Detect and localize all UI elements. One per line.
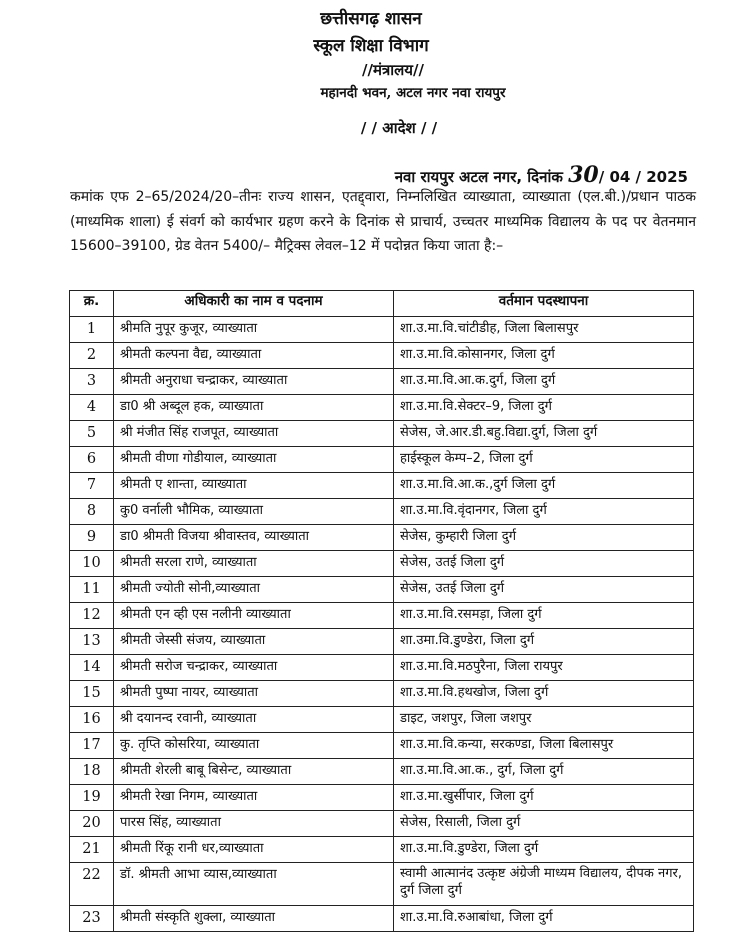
posting-cell: शा.उ.मा.वि.सेक्टर–9, जिला दुर्ग xyxy=(394,395,694,421)
table-row xyxy=(70,785,694,811)
posting-cell: शा.उ.मा.वि.हथखोज, जिला दुर्ग xyxy=(394,681,694,707)
table-row xyxy=(70,447,694,473)
posting-cell: शा.उ.मा.वि.कन्या, सरकण्डा, जिला बिलासपुर xyxy=(394,733,694,759)
officer-name-cell: श्रीमती एन व्ही एस नलीनी व्याख्याता xyxy=(114,603,394,629)
serial-cell: 18 xyxy=(70,759,114,785)
officer-name-cell: कु. तृप्ति कोसरिया, व्याख्याता xyxy=(114,733,394,759)
officer-name-cell: डा0 श्रीमती विजया श्रीवास्तव, व्याख्याता xyxy=(114,525,394,551)
table-row xyxy=(70,369,694,395)
table-row xyxy=(70,525,694,551)
table-row xyxy=(70,906,694,932)
officer-name-cell: श्री मंजीत सिंह राजपूत, व्याख्याता xyxy=(114,421,394,447)
serial-cell: 16 xyxy=(70,707,114,733)
table-row xyxy=(70,759,694,785)
serial-cell: 2 xyxy=(70,343,114,369)
officer-name-cell: श्रीमती संस्कृति शुक्ला, व्याख्याता xyxy=(114,906,394,932)
posting-cell: शा.उ.मा.खुर्सीपार, जिला दुर्ग xyxy=(394,785,694,811)
table-row xyxy=(70,395,694,421)
officer-name-cell: श्रीमती रिंकू रानी धर,व्याख्याता xyxy=(114,837,394,863)
officer-name-cell: श्रीमती शेरली बाबू बिसेन्ट, व्याख्याता xyxy=(114,759,394,785)
serial-cell: 1 xyxy=(70,317,114,343)
posting-cell: सेजेस, उतई जिला दुर्ग xyxy=(394,577,694,603)
posting-cell: शा.उ.मा.वि.आ.क.,दुर्ग जिला दुर्ग xyxy=(394,473,694,499)
posting-cell: शा.उ.मा.वि.मठपुरैना, जिला रायपुर xyxy=(394,655,694,681)
serial-cell: 14 xyxy=(70,655,114,681)
serial-cell: 10 xyxy=(70,551,114,577)
table-row xyxy=(70,681,694,707)
officer-name-cell: श्रीमती अनुराधा चन्द्राकर, व्याख्याता xyxy=(114,369,394,395)
posting-cell: सेजेस, कुम्हारी जिला दुर्ग xyxy=(394,525,694,551)
posting-cell: शा.उ.मा.वि.डुण्डेरा, जिला दुर्ग xyxy=(394,837,694,863)
table-row xyxy=(70,733,694,759)
officer-name-cell: पारस सिंह, व्याख्याता xyxy=(114,811,394,837)
table-row xyxy=(70,473,694,499)
serial-cell: 7 xyxy=(70,473,114,499)
serial-cell: 17 xyxy=(70,733,114,759)
posting-cell: शा.उ.मा.वि.वृंदानगर, जिला दुर्ग xyxy=(394,499,694,525)
table-header-row xyxy=(70,291,694,317)
serial-cell: 3 xyxy=(70,369,114,395)
posting-cell: स्वामी आत्मानंद उत्कृष्ट अंग्रेजी माध्यम विद्यालय, दीपक नगर, दुर्ग जिला दुर्ग xyxy=(394,863,694,906)
posting-cell: शा.उ.मा.वि.आ.क.दुर्ग, जिला दुर्ग xyxy=(394,369,694,395)
posting-cell: शा.उ.मा.वि.रसमड़ा, जिला दुर्ग xyxy=(394,603,694,629)
table-row xyxy=(70,551,694,577)
officer-name-cell: श्रीमती कल्पना वैद्य, व्याख्याता xyxy=(114,343,394,369)
serial-cell: 23 xyxy=(70,906,114,932)
officer-name-cell: डा0 श्री अब्दूल हक, व्याख्याता xyxy=(114,395,394,421)
posting-cell: डाइट, जशपुर, जिला जशपुर xyxy=(394,707,694,733)
address-line: महानदी भवन, अटल नगर नवा रायपुर xyxy=(320,85,506,101)
table-row xyxy=(70,499,694,525)
table-row xyxy=(70,707,694,733)
posting-header: वर्तमान पदस्थापना xyxy=(394,291,694,317)
officer-name-cell: श्रीमती सरोज चन्द्राकर, व्याख्याता xyxy=(114,655,394,681)
posting-cell: सेजेस, जे.आर.डी.बहु.विद्या.दुर्ग, जिला दुर्ग xyxy=(394,421,694,447)
order-paragraph: कमांक एफ 2–65/2024/20–तीनः राज्य शासन, एतद्द्वारा, निम्नलिखित व्याख्याता, व्याख्याता (एल.बी.)/प्रधान पाठक (माध्यमिक शाला) ई संवर्ग को कार्यभार ग्रहण करने के दिनांक से प्राचार्य, उच्चतर माध्यमिक विद्यालय के पद पर वेतनमान 15600–39100, ग्रेड वेतन 5400/– मैट्रिक्स लेवल–12 में पदोन्नत किया जाता है:– xyxy=(70,189,696,254)
ministry-label: //मंत्रालय// xyxy=(362,61,424,79)
serial-cell: 6 xyxy=(70,447,114,473)
posting-cell: शा.उ.मा.वि.कोसानगर, जिला दुर्ग xyxy=(394,343,694,369)
table-row xyxy=(70,421,694,447)
posting-cell: सेजेस, उतई जिला दुर्ग xyxy=(394,551,694,577)
serial-cell: 9 xyxy=(70,525,114,551)
serial-header: क्र. xyxy=(70,291,114,317)
posting-cell: शा.उ.मा.वि.आ.क., दुर्ग, जिला दुर्ग xyxy=(394,759,694,785)
serial-cell: 19 xyxy=(70,785,114,811)
date-prefix: नवा रायपुर अटल नगर, दिनांक xyxy=(394,168,563,186)
posting-cell: हाईस्कूल केम्प–2, जिला दुर्ग xyxy=(394,447,694,473)
name-header: अधिकारी का नाम व पदनाम xyxy=(114,291,394,317)
posting-cell: शा.उमा.वि.डुण्डेरा, जिला दुर्ग xyxy=(394,629,694,655)
serial-cell: 11 xyxy=(70,577,114,603)
officer-name-cell: श्रीमती ए शान्ता, व्याख्याता xyxy=(114,473,394,499)
table-row xyxy=(70,577,694,603)
table-row xyxy=(70,343,694,369)
promotion-table xyxy=(69,290,694,932)
department-title: स्कूल शिक्षा विभाग xyxy=(313,36,429,56)
officer-name-cell: डॉ. श्रीमती आभा व्यास,व्याख्याता xyxy=(114,863,394,906)
table-row xyxy=(70,837,694,863)
serial-cell: 13 xyxy=(70,629,114,655)
table-row xyxy=(70,863,694,906)
table-row xyxy=(70,629,694,655)
order-heading: / / आदेश / / xyxy=(360,119,438,137)
posting-cell: शा.उ.मा.वि.चांटीडीह, जिला बिलासपुर xyxy=(394,317,694,343)
table-row xyxy=(70,603,694,629)
officer-name-cell: श्रीमती रेखा निगम, व्याख्याता xyxy=(114,785,394,811)
officer-name-cell: श्रीमती ज्योती सोनी,व्याख्याता xyxy=(114,577,394,603)
serial-cell: 12 xyxy=(70,603,114,629)
serial-cell: 21 xyxy=(70,837,114,863)
date-rest: / 04 / 2025 xyxy=(598,168,688,186)
serial-cell: 20 xyxy=(70,811,114,837)
table-row xyxy=(70,317,694,343)
officer-name-cell: श्रीमती पुष्पा नायर, व्याख्याता xyxy=(114,681,394,707)
officer-name-cell: श्रीमति नुपूर कुजूर, व्याख्याता xyxy=(114,317,394,343)
posting-cell: सेजेस, रिसाली, जिला दुर्ग xyxy=(394,811,694,837)
posting-cell: शा.उ.मा.वि.रुआबांधा, जिला दुर्ग xyxy=(394,906,694,932)
table-row xyxy=(70,655,694,681)
serial-cell: 8 xyxy=(70,499,114,525)
officer-name-cell: कु0 वर्नाली भौमिक, व्याख्याता xyxy=(114,499,394,525)
date-day: 30 xyxy=(568,162,599,188)
serial-cell: 4 xyxy=(70,395,114,421)
officer-name-cell: श्रीमती जेस्सी संजय, व्याख्याता xyxy=(114,629,394,655)
serial-cell: 22 xyxy=(70,863,114,906)
table-body xyxy=(70,317,694,932)
officer-name-cell: श्रीमती वीणा गोडीयाल, व्याख्याता xyxy=(114,447,394,473)
table-row xyxy=(70,811,694,837)
government-title: छत्तीसगढ़ शासन xyxy=(320,9,422,29)
serial-cell: 15 xyxy=(70,681,114,707)
serial-cell: 5 xyxy=(70,421,114,447)
officer-name-cell: श्री दयानन्द रवानी, व्याख्याता xyxy=(114,707,394,733)
officer-name-cell: श्रीमती सरला राणे, व्याख्याता xyxy=(114,551,394,577)
